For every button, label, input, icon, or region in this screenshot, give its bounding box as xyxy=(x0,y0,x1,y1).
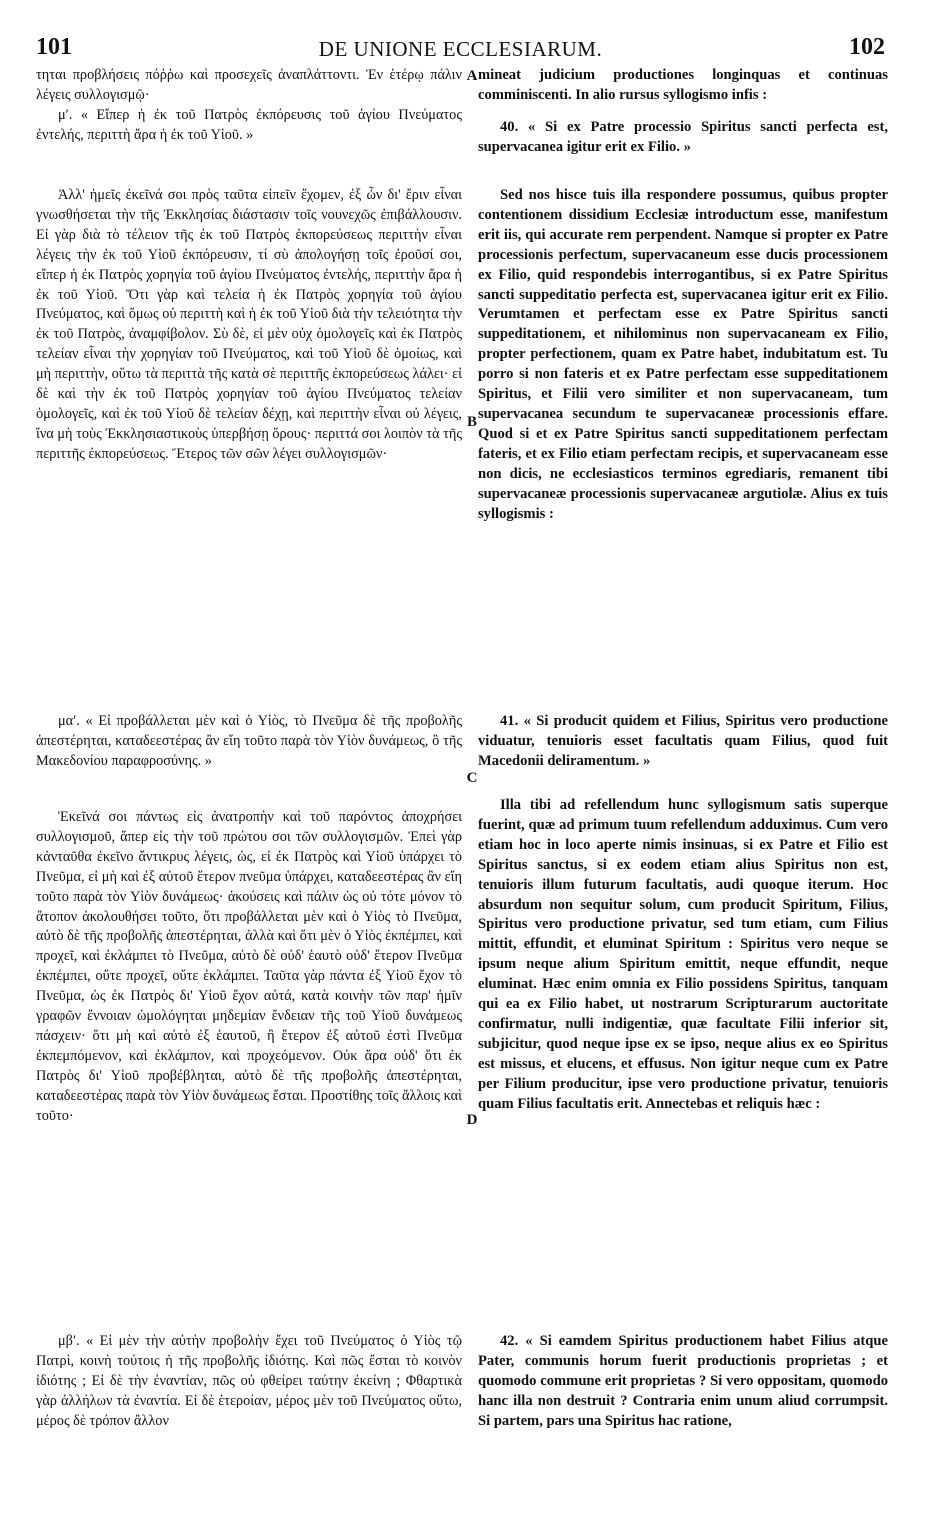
latin-block-5 xyxy=(478,796,888,1308)
greek-paragraph: μʹ. « Εἴπερ ἡ ἐκ τοῦ Πατρὸς ἐκπόρευσις τοῦ ἁγίου Πνεύματος ἐντελής, περιττὴ ἄρα ἡ ἐκ τοῦ Υἱοῦ. » xyxy=(36,106,462,143)
running-header xyxy=(36,34,885,64)
latin-block-6 xyxy=(478,1332,888,1522)
greek-paragraph: μβʹ. « Εἰ μὲν τὴν αὐτὴν προβολὴν ἔχει τοῦ Πνεύματος ὁ Υἱὸς τῷ Πατρὶ, κοινὴ τούτοις ἡ τῆς προβολῆς ἰδιότης. Καὶ πῶς ἔσται τὸ κοινὸν ἰδιότης ; Εἰ δὲ τὴν ἐναντίαν, πῶς οὐ φθείρει ταύτην ἐκείνη ; Φθαρτικὰ γὰρ ἀλλήλων τὰ ἐναντία. Εἰ δὲ ἑτεροίαν, μέρος μὲν τοῦ Πνεύματος οὕτω, μέρος δὲ τρόπον ἄλλον xyxy=(36,1333,462,1429)
page-number-left: 101 xyxy=(36,34,72,60)
latin-paragraph: Illa tibi ad refellendum hunc syllogismum satis superque fuerint, quæ ad primum tuum refellendum adduximus. Cum vero etiam hoc in loco aperte nimis insinuas, si ex Patre et Filio est Spiritus sanctus, si ex eodem etiam alius Spiritus non est, tenuioris illum futurum facultatis, audi quoque iterum. Hoc absurdum non sequitur solum, cum producit Spiritum, Filius, Spiritus vero productione privatur, sed tum etiam, cum Filius mittit, effundit, et eluminat Spiritum : Spiritus vero neque se ipsum neque alium Spiritum emittit, neque effundit, neque eluminat. Hæc enim omnia ex Filio possidens Spiritus, tanquam qui ea ex Filio habet, ut nostrarum Scripturarum auctoritate confirmatur, nulli indigentiæ, quæ facultate Filii inferior sit, subjicitur, quod neque ipse ex se ipso, neque alius ex eo Spiritus est missus, et elucens, et effusus. Non igitur neque cum ex Patre per Filium producitur, ipse vero productione privatur, tenuioris quam Filius facultatis erit. Annectebas et reliquis hæc : xyxy=(478,797,888,1112)
margin-marker-c: C xyxy=(466,770,478,786)
latin-block-3 xyxy=(478,186,888,706)
latin-block-4 xyxy=(478,712,888,776)
greek-block-3 xyxy=(36,712,462,798)
greek-paragraph: μαʹ. « Εἰ προβάλλεται μὲν καὶ ὁ Υἱὸς, τὸ Πνεῦμα δὲ τῆς προβολῆς ἀπεστέρηται, καταδεεστέρας ἂν εἴη τοῦτο παρὰ τὸν Υἱὸν δυνάμεως, ὃ τῆς Μακεδονίου παραφροσύνης. » xyxy=(36,713,462,769)
margin-marker-d: D xyxy=(466,1112,478,1128)
latin-paragraph: 42. « Si eamdem Spiritus productionem habet Filius atque Pater, communis horum fuerit productionis proprietas ; et quomodo commune erit proprietas ? Si vero oppositam, quomodo hanc illa non destruit ? Contraria enim unum aliud corrumpsit. Si partem, pars una Spiritus hac ratione, xyxy=(478,1333,888,1429)
latin-paragraph: mineat judicium productiones longinquas et continuas comminiscenti. In alio rursus syllogismo infis : xyxy=(478,67,888,103)
greek-block-2 xyxy=(36,186,462,668)
latin-paragraph: Sed nos hisce tuis illa respondere possumus, quibus propter contentionem dissidium Ecclesiæ introductum esse, manifestum erit iis, qui accurate rem perpendent. Namque si propter ex Patre processionis perfectum, supervacaneum esse ducis processionem ex Filio, quid respondebis interrogantibus, si ex Patre Spiritus sancti suppeditatio perfecta est, supervacanea igitur erit ex Filio. Verumtamen et perfectam esse ex Patre Spiritus sancti suppeditationem, et nihilominus non supervacaneam ex Filio, propter perfectionem, quam ex Patre habet, indubitatum est. Tu porro si non fateris et ex Patre perfectam esse suppeditationem Spiritus, et Filii vero similiter et non supervacaneam, tum supervacanea secundum te supervacaneæ processionis effare. Quod si et ex Patre Spiritus sancti suppeditationem perfectam fateris, et ex Filio etiam perfectam recipis, et supervacaneam esse non dicis, ne ecclesiasticos terminos egrediaris, remanent tibi supervacaneæ processionis supervacaneæ argutiolæ. Alius ex tuis syllogismis : xyxy=(478,187,888,522)
latin-block-2 xyxy=(478,118,888,162)
margin-marker-a: A xyxy=(466,68,478,84)
greek-block-1 xyxy=(36,66,462,172)
page-number-right: 102 xyxy=(849,34,885,60)
latin-block-1 xyxy=(478,66,888,108)
greek-paragraph: τηται προβλήσεις πόῤῥω καὶ προσεχεῖς ἀναπλάττοντι. Ἐν ἑτέρῳ πάλιν λέγεις συλλογισμῷ· xyxy=(36,67,462,103)
latin-paragraph: 41. « Si producit quidem et Filius, Spiritus vero productione viduatur, tenuioris esset facultatis quam Filius, quod fuit Macedonii deliramentum. » xyxy=(478,713,888,769)
greek-block-5 xyxy=(36,1332,462,1522)
greek-paragraph: Ἀλλ' ἡμεῖς ἐκεῖνά σοι πρὸς ταῦτα εἰπεῖν ἔχομεν, ἐξ ὧν δι' ἔριν εἶναι γνωσθήσεται τὴν τῆς Ἐκκλησίας διάστασιν τοῖς νουνεχῶς ἐπιβάλλουσιν. Εἰ γὰρ διὰ τὸ τέλειον τῆς ἐκ τοῦ Πατρὸς ἐκπορεύσεως περιττὴν εἶναι λέγεις τὴν ἐκ τοῦ Υἱοῦ ἐκπόρευσιν, τί σὺ ἀπολογήσῃ τοῖς ἐροῦσί σοι, εἴπερ ἡ ἐκ Πατρὸς χορηγία τοῦ ἁγίου Πνεύματος ἐντελής, περιττὴν ἄρα ἡ ἐκ τοῦ Υἱοῦ. Ὅτι γὰρ καὶ τελεία ἡ ἐκ Πατρὸς χορηγία τοῦ ἁγίου Πνεύματος, καὶ ὅμως οὐ περιττὴ καὶ ἡ ἐκ τοῦ Υἱοῦ διὰ τὴν τελειότητα τὴν ἐκ τοῦ Πατρὸς, ἀναμφίβολον. Σὺ δὲ, εἰ μὲν οὐχ ὁμολογεῖς καὶ ἐκ Πατρὸς τελείαν εἶναι τὴν χορηγίαν τοῦ Πνεύματος, καὶ τοῦ Υἱοῦ δὲ ὁμοίως, καὶ μὴ περιττὴν, οὕτω τὰ περιττὰ τῆς κατὰ σὲ περιττῆς ἐκπορεύσεως λάλει· εἰ δὲ καὶ τὴν ἐκ τοῦ Πατρὸς χορηγίαν τοῦ ἁγίου Πνεύματος τελείαν ὁμολογεῖς, καὶ ἐκ τοῦ Υἱοῦ δὲ τελείαν δέχῃ, καὶ περιττὴν εἶναι οὐ λέγεις, ἵνα μὴ τοὺς Ἐκκλησιαστικοὺς ὑπερβήσῃ ὅρους· περιττά σοι λοιπὸν τὰ τῆς περιττῆς ἐκπορεύσεως. Ἕτερος τῶν σῶν λέγει συλλογισμῶν· xyxy=(36,187,462,462)
margin-marker-b: B xyxy=(466,414,477,430)
greek-block-4 xyxy=(36,808,462,1328)
latin-paragraph: 40. « Si ex Patre processio Spiritus sancti perfecta est, supervacanea igitur erit ex Filio. » xyxy=(478,119,888,155)
greek-paragraph: Ἐκεῖνά σοι πάντως εἰς ἀνατροπὴν καὶ τοῦ παρόντος ἀποχρήσει συλλογισμοῦ, ἅπερ εἰς τὴν τοῦ πρώτου σοι τῶν συλλογισμῶν. Ἐπεὶ γὰρ κἀνταῦθα ἐκεῖνο ἄντικρυς λέγεις, ὡς, εἰ ἐκ Πατρὸς καὶ Υἱοῦ ὑπάρχει τὸ Πνεῦμα, εἰ μὴ καὶ ἐξ αὐτοῦ ἕτερον πνεῦμα ὑπάρχει, καταδεεστέρας ἂν εἴη τοῦτο παρὰ τὸν Υἱὸν δυνάμεως· ἀκούσεις καὶ πάλιν ὡς οὐ τότε μόνον τὸ ἄτοπον ἀκολουθήσει τοῦτο, ὅτι προβάλλεται μὲν καὶ ὁ Υἱὸς τὸ Πνεῦμα, αὐτὸ δὲ τῆς προβολῆς ἀπεστέρηται, ἀλλὰ καὶ ὅτι μὲν ὁ Υἱὸς ἐκπέμπει, καὶ προχεῖ, καὶ ἐκλάμπει τὸ Πνεῦμα, αὐτὸ δὲ οὐδ' ἑαυτὸ οὐδ' ἕτερον Πνεῦμα ἐκπέμπει, οὔτε προχεῖ, οὔτε ἐκλάμπει. Ταῦτα γὰρ πάντα ἐξ Υἱοῦ ἔχον τὸ Πνεῦμα, ὡς ἐκ Πατρὸς δι' Υἱοῦ ἔχον αὐτά, κατὰ κοινὴν τῶν παρ' ἡμῖν γραφῶν ἔννοιαν ὡμολόγηται μηδεμίαν ἔνδειαν τῆς τοῦ Υἱοῦ δυνάμεως πάσχειν· ὅτι μὴ καὶ αὐτὸ ἐξ ἑαυτοῦ, ἢ ἕτερον ἐξ αὐτοῦ ἐστὶ Πνεῦμα ἐκπεμπόμενον, καὶ ἐκλάμπον, καὶ προχεόμενον. Οὐκ ἄρα οὐδ' ὅτι ἐκ Πατρὸς δι' Υἱοῦ προβέβληται, αὐτὸ δὲ τῆς προβολῆς ἀπεστέρηται, καταδεεστέρας παρὰ τὸν Υἱὸν δυνάμεως ἔσται. Προστίθης τοῖς ἄλλοις καὶ τοῦτο· xyxy=(36,809,462,1124)
running-title: DE UNIONE ECCLESIARUM. xyxy=(318,37,603,61)
